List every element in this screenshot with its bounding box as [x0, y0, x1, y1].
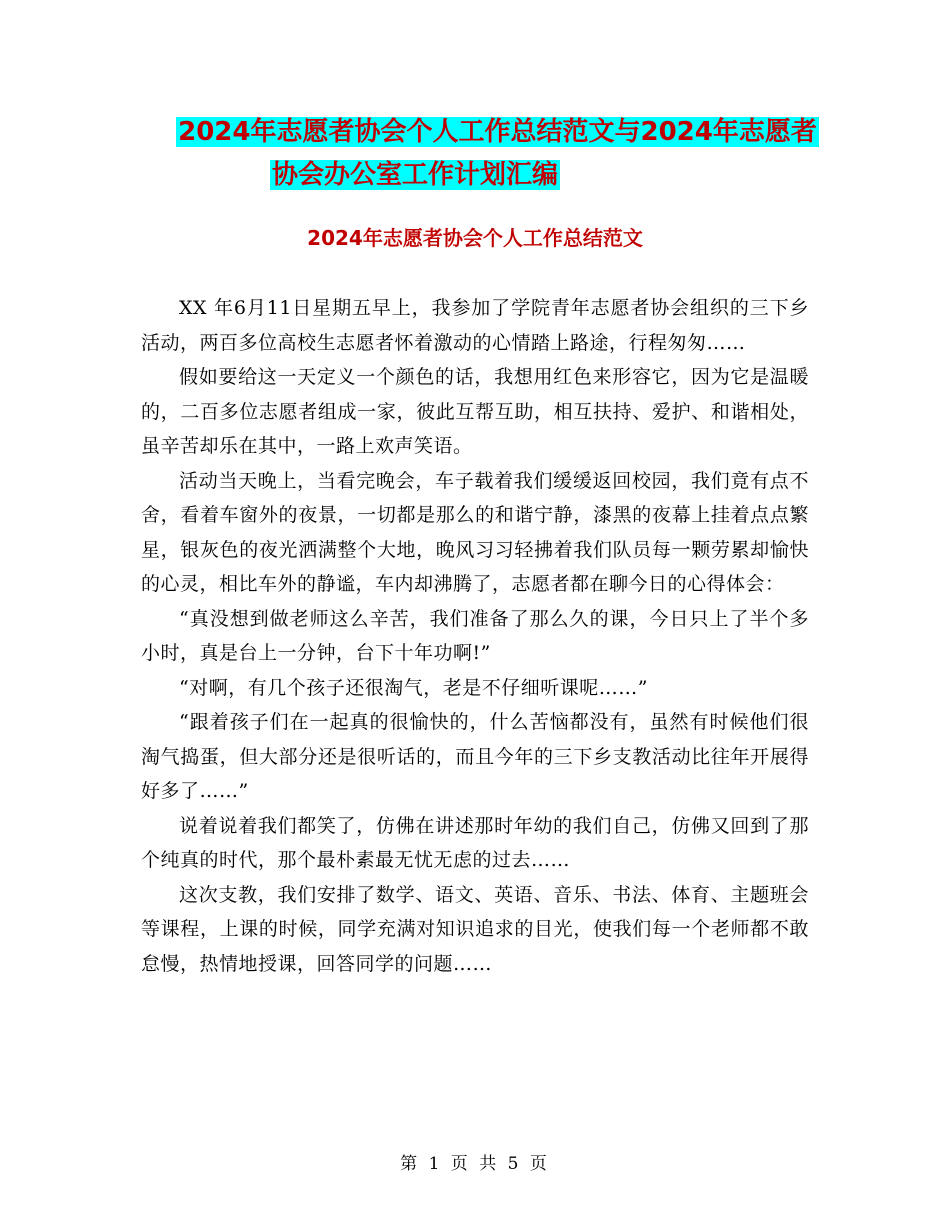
- title-highlight: 2024年志愿者协会个人工作总结范文与2024年志愿者: [178, 117, 817, 147]
- paragraph: “真没想到做老师这么辛苦，我们准备了那么久的课，今日只上了半个多小时，真是台上一分钟，台下十年功啊!”: [141, 607, 809, 664]
- page-footer: 第 1 页 共 5 页: [400, 1154, 550, 1174]
- paragraph: 活动当天晚上，当看完晚会，车子载着我们缓缓返回校园，我们竟有点不舍，看着车窗外的夜景，一切都是那么的和谐宁静，漆黑的夜幕上挂着点点繁星，银灰色的夜光洒满整个大地，晚风习习轻拂着我们队员每一颗劳累却愉快的心灵，相比车外的静谧，车内却沸腾了，志愿者都在聊今日的心得体会：: [141, 469, 809, 595]
- paragraph: 这次支教，我们安排了数学、语文、英语、音乐、书法、体育、主题班会等课程，上课的时候，同学充满对知识追求的目光，使我们每一个老师都不敢怠慢，热情地授课，回答同学的问题……: [141, 883, 809, 975]
- paragraph: 说着说着我们都笑了，仿佛在讲述那时年幼的我们自己，仿佛又回到了那个纯真的时代，那个最朴素最无忧无虑的过去……: [141, 814, 809, 871]
- paragraph: “跟着孩子们在一起真的很愉快的，什么苦恼都没有，虽然有时候他们很淘气捣蛋，但大部分还是很听话的，而且今年的三下乡支教活动比往年开展得好多了……”: [141, 711, 809, 802]
- document-body: [141, 291, 809, 981]
- paragraph: “对啊，有几个孩子还很淘气，老是不仔细听课呢……”: [179, 676, 648, 699]
- section-title: 2024年志愿者协会个人工作总结范文: [307, 226, 643, 250]
- document-title-line-2: [0, 153, 890, 197]
- paragraph: XX 年6月11日星期五早上，我参加了学院青年志愿者协会组织的三下乡活动，两百多位高校生志愿者怀着激动的心情踏上路途，行程匆匆……: [141, 297, 809, 354]
- document-title-line-1: [0, 110, 950, 154]
- paragraph: 假如要给这一天定义一个颜色的话，我想用红色来形容它，因为它是温暖的，二百多位志愿者组成一家，彼此互帮互助，相互扶持、爱护、和谐相处，虽辛苦却乐在其中，一路上欢声笑语。: [141, 366, 809, 457]
- title-highlight: 协会办公室工作计划汇编: [271, 160, 558, 190]
